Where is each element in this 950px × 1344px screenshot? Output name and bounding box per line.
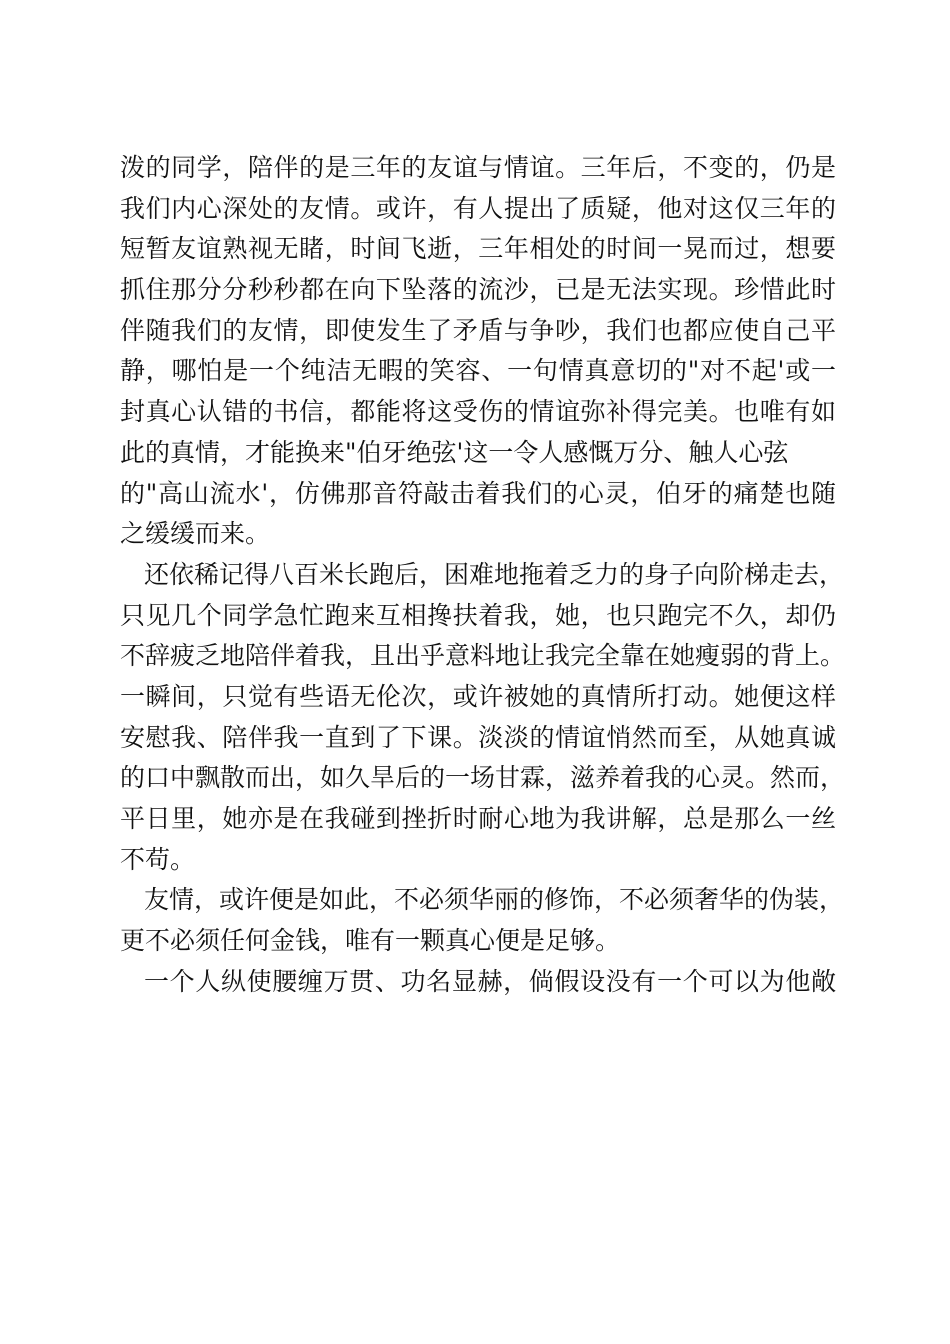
text-line: 安慰我、陪伴我一直到了下课。淡淡的情谊悄然而至，从她真诚 <box>120 722 836 752</box>
text-line: 只见几个同学急忙跑来互相搀扶着我，她，也只跑完不久，却仍 <box>120 600 836 630</box>
text-line: 一个人纵使腰缠万贯、功名显赫，倘假设没有一个可以为他敞 <box>144 966 836 996</box>
text-line: 我们内心深处的友情。或许，有人提出了质疑，他对这仅三年的 <box>120 193 836 223</box>
text-line: 不苟。 <box>120 844 196 874</box>
text-line: 平日里，她亦是在我碰到挫折时耐心地为我讲解，总是那么一丝 <box>120 804 836 833</box>
text-line: 封真心认错的书信，都能将这受伤的情谊弥补得完美。也唯有如 <box>120 397 836 427</box>
text-line: 更不必须任何金钱，唯有一颗真心便是足够。 <box>120 926 621 956</box>
text-line: 的口中飘散而出，如久旱后的一场甘霖，滋养着我的心灵。然而， <box>120 763 846 793</box>
text-line: 之缓缓而来。 <box>120 519 271 549</box>
text-line: 短暂友谊熟视无睹，时间飞逝，三年相处的时间一晃而过，想要 <box>120 234 836 264</box>
text-line: 伴随我们的友情，即使发生了矛盾与争吵，我们也都应使自己平 <box>120 315 836 345</box>
text-line: 还依稀记得八百米长跑后，困难地拖着乏力的身子向阶梯走去， <box>144 559 845 589</box>
text-line: 不辞疲乏地陪伴着我，且出乎意料地让我完全靠在她瘦弱的背上。 <box>120 641 846 671</box>
text-line: 静，哪怕是一个纯洁无暇的笑容、一句情真意切的"对不起'或一 <box>120 356 836 386</box>
document-body <box>120 148 846 1002</box>
text-line: 抓住那分分秒秒都在向下坠落的流沙，已是无法实现。珍惜此时 <box>120 275 836 305</box>
text-line: 泼的同学，陪伴的是三年的友谊与情谊。三年后，不变的，仍是 <box>120 153 836 182</box>
text-line: 友情，或许便是如此，不必须华丽的修饰，不必须奢华的伪装， <box>144 885 845 915</box>
text-line: 的"高山流水'，仿佛那音符敲击着我们的心灵，伯牙的痛楚也随 <box>120 478 836 508</box>
text-line: 一瞬间，只觉有些语无伦次，或许被她的真情所打动。她便这样 <box>120 681 836 711</box>
text-line: 此的真情，才能换来"伯牙绝弦'这一令人感慨万分、触人心弦 <box>120 437 789 467</box>
